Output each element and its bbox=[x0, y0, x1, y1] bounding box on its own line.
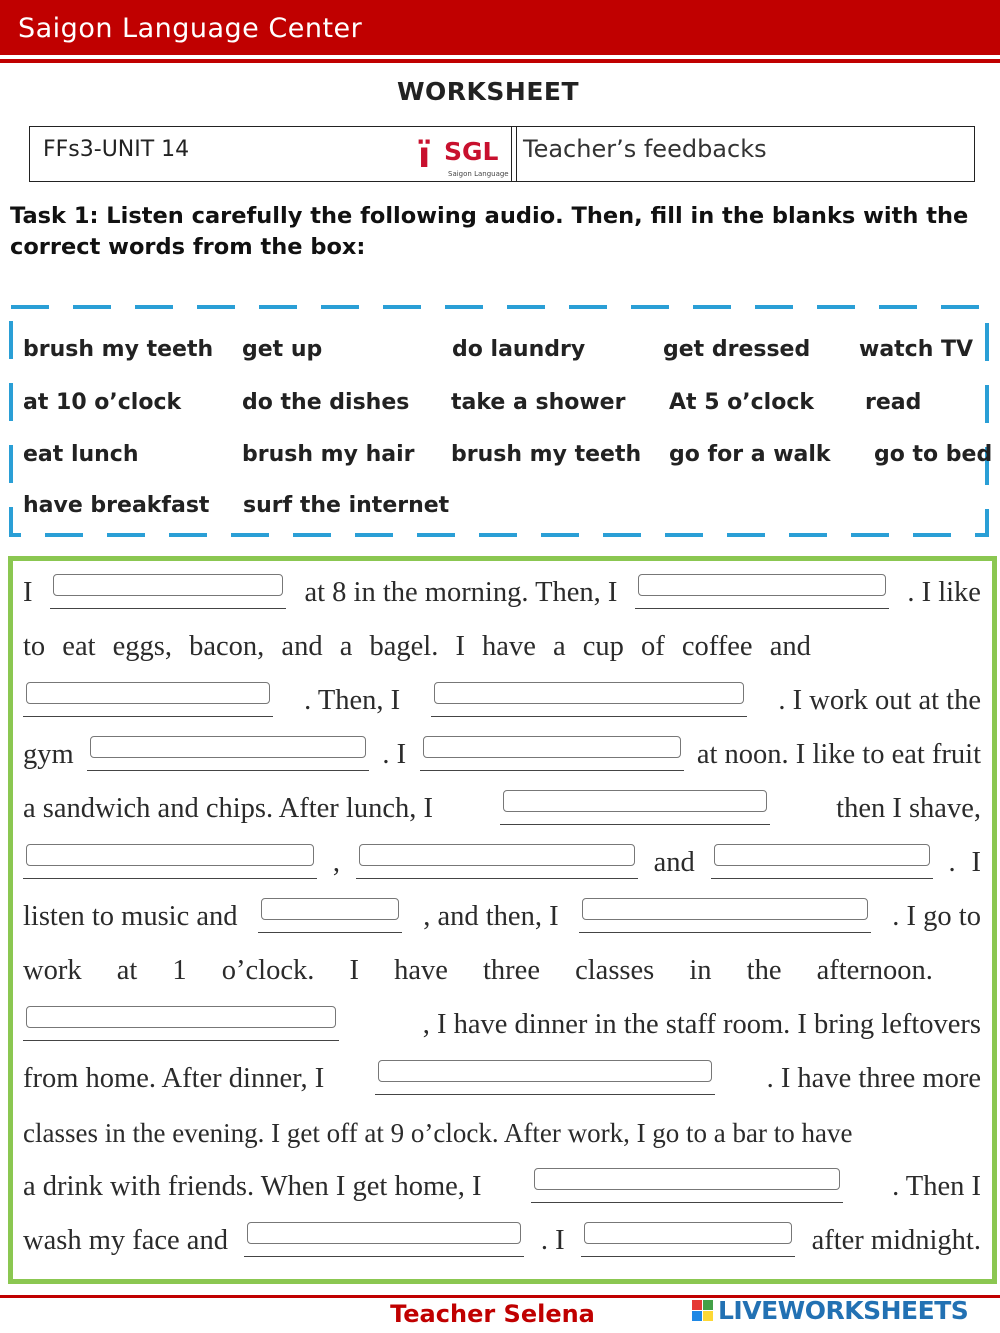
word-item: take a shower bbox=[451, 390, 626, 415]
header-rule bbox=[0, 59, 1000, 63]
passage-text: then I shave, bbox=[836, 793, 981, 824]
word-item: brush my teeth bbox=[23, 337, 214, 362]
answer-input-11[interactable] bbox=[261, 898, 399, 920]
word-item: have breakfast bbox=[23, 493, 210, 518]
passage-text: . I like bbox=[907, 577, 981, 608]
passage-text: . I bbox=[540, 1225, 565, 1256]
logo-subtext: Saigon Language bbox=[448, 170, 509, 178]
passage-text: to eat eggs, bacon, and a bagel. I have a cup of coffee and bbox=[23, 631, 811, 662]
word-item: go to bed bbox=[874, 442, 993, 467]
logo-swirl-icon: ї bbox=[418, 135, 431, 176]
blank-7 bbox=[500, 788, 770, 825]
passage-line bbox=[23, 1055, 981, 1095]
passage-line bbox=[23, 731, 981, 771]
word-item: read bbox=[865, 390, 922, 415]
task-instruction: Task 1: Listen carefully the following audio. Then, fill in the blanks with the correct words from the box: bbox=[10, 203, 969, 260]
answer-input-13[interactable] bbox=[26, 1006, 336, 1028]
answer-input-2[interactable] bbox=[638, 574, 886, 596]
passage-line bbox=[23, 1001, 981, 1041]
blank-17 bbox=[581, 1220, 795, 1257]
blank-8 bbox=[23, 842, 317, 879]
passage-line bbox=[23, 1217, 981, 1257]
word-item: get dressed bbox=[663, 337, 811, 362]
passage-text: a drink with friends. When I get home, I bbox=[23, 1171, 482, 1202]
sgl-logo bbox=[418, 133, 516, 179]
word-item: watch TV bbox=[859, 337, 974, 362]
passage-text: from home. After dinner, I bbox=[23, 1063, 325, 1094]
passage-text: , and then, I bbox=[423, 901, 559, 932]
word-box bbox=[8, 303, 991, 539]
word-item: do laundry bbox=[452, 337, 586, 362]
blank-15 bbox=[531, 1166, 843, 1203]
passage-text: gym bbox=[23, 739, 74, 770]
word-item: get up bbox=[242, 337, 323, 362]
word-item: surf the internet bbox=[243, 493, 450, 518]
word-item: at 10 o’clock bbox=[23, 390, 182, 415]
passage-text: at 8 in the morning. Then, I bbox=[304, 577, 618, 608]
passage-line bbox=[23, 839, 981, 879]
passage-line bbox=[23, 785, 981, 825]
blank-16 bbox=[244, 1220, 524, 1257]
blank-12 bbox=[579, 896, 871, 933]
blank-1 bbox=[50, 572, 286, 609]
passage-text: I bbox=[23, 577, 33, 608]
word-item: go for a walk bbox=[669, 442, 831, 467]
teacher-feedback-label: Teacher’s feedbacks bbox=[523, 135, 767, 163]
passage-text: . Then I bbox=[892, 1171, 981, 1202]
blank-13 bbox=[23, 1004, 339, 1041]
logo-text: SGL bbox=[444, 137, 499, 166]
word-item: do the dishes bbox=[242, 390, 410, 415]
answer-input-9[interactable] bbox=[359, 844, 635, 866]
passage-text: listen to music and bbox=[23, 901, 238, 932]
blank-11 bbox=[258, 896, 402, 933]
blank-2 bbox=[635, 572, 889, 609]
passage-text: . Then, I bbox=[304, 685, 401, 716]
answer-input-7[interactable] bbox=[503, 790, 767, 812]
teacher-name: Teacher Selena bbox=[390, 1300, 595, 1328]
passage-text: wash my face and bbox=[23, 1225, 228, 1256]
passage-text: . I go to bbox=[892, 901, 981, 932]
blank-6 bbox=[420, 734, 684, 771]
passage-text: , bbox=[332, 847, 340, 878]
passage-text: . I work out at the bbox=[778, 685, 981, 716]
passage-text: classes in the evening. I get off at 9 o’clock. After work, I go to a bar to have bbox=[23, 1118, 853, 1148]
passage-text: . bbox=[948, 847, 956, 878]
liveworksheets-grid-icon bbox=[692, 1300, 716, 1322]
liveworksheets-brand: LIVEWORKSHEETS bbox=[718, 1296, 969, 1325]
word-item: eat lunch bbox=[23, 442, 139, 467]
passage-text: at noon. I like to eat fruit bbox=[696, 739, 981, 770]
answer-input-14[interactable] bbox=[378, 1060, 712, 1082]
answer-input-12[interactable] bbox=[582, 898, 868, 920]
info-divider bbox=[511, 127, 517, 181]
info-box bbox=[29, 126, 975, 182]
passage-text: . I have three more bbox=[766, 1063, 981, 1094]
center-name: Saigon Language Center bbox=[18, 13, 363, 44]
passage-text: . I bbox=[382, 739, 407, 770]
unit-label: FFs3-UNIT 14 bbox=[43, 137, 190, 162]
passage-text: and bbox=[653, 847, 695, 878]
word-item: brush my hair bbox=[242, 442, 415, 467]
blank-10 bbox=[711, 842, 933, 879]
passage-line bbox=[23, 893, 981, 933]
passage-line bbox=[23, 947, 981, 987]
blank-14 bbox=[375, 1058, 715, 1095]
answer-input-8[interactable] bbox=[26, 844, 314, 866]
passage-line bbox=[23, 1109, 981, 1149]
worksheet-title: WORKSHEET bbox=[396, 77, 580, 106]
passage-text: work at 1 o’clock. I have three classes in the afternoon. bbox=[23, 955, 933, 986]
blank-3 bbox=[23, 680, 273, 717]
word-item: brush my teeth bbox=[451, 442, 642, 467]
word-item: At 5 o’clock bbox=[669, 390, 815, 415]
answer-input-4[interactable] bbox=[434, 682, 744, 704]
passage-line bbox=[23, 1163, 981, 1203]
blank-4 bbox=[431, 680, 747, 717]
answer-input-6[interactable] bbox=[423, 736, 681, 758]
passage-line bbox=[23, 677, 981, 717]
passage-line bbox=[23, 569, 981, 609]
answer-input-1[interactable] bbox=[53, 574, 283, 596]
answer-input-5[interactable] bbox=[90, 736, 366, 758]
header-bar bbox=[0, 0, 1000, 55]
answer-input-17[interactable] bbox=[584, 1222, 792, 1244]
passage-line bbox=[23, 623, 981, 663]
answer-input-10[interactable] bbox=[714, 844, 930, 866]
answer-input-3[interactable] bbox=[26, 682, 270, 704]
passage-text: I bbox=[971, 847, 981, 878]
answer-input-16[interactable] bbox=[247, 1222, 521, 1244]
passage-text: after midnight. bbox=[811, 1225, 981, 1256]
answer-input-15[interactable] bbox=[534, 1168, 840, 1190]
blank-5 bbox=[87, 734, 369, 771]
passage-text: a sandwich and chips. After lunch, I bbox=[23, 793, 433, 824]
passage-text: , I have dinner in the staff room. I bring leftovers bbox=[422, 1009, 981, 1040]
passage-box bbox=[8, 556, 997, 1284]
blank-9 bbox=[356, 842, 638, 879]
